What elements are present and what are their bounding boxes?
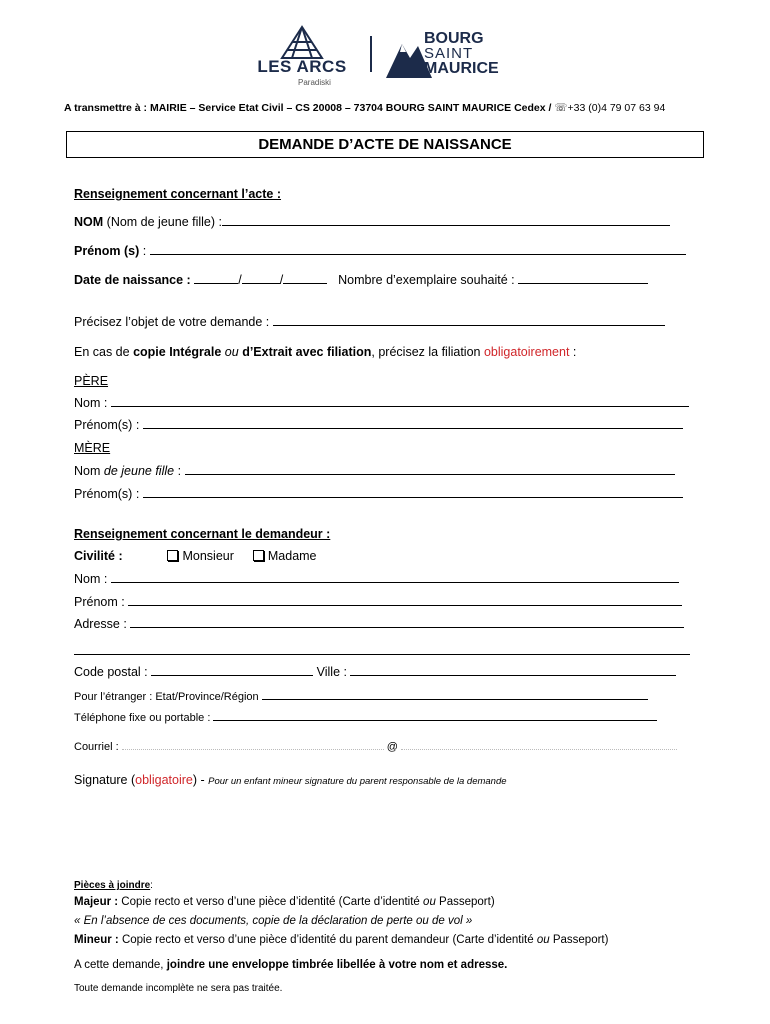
incomplete-note: Toute demande incomplète ne sera pas traitée. <box>74 983 283 994</box>
signature-note: Pour un enfant mineur signature du parent responsable de la demande <box>208 776 507 787</box>
dem-adresse-row <box>74 617 684 631</box>
pere-prenom-row <box>74 418 683 432</box>
address-line <box>64 102 665 114</box>
signature-row <box>74 773 507 787</box>
courriel-domain-field[interactable] <box>401 748 677 750</box>
absence-note: « En l’absence de ces documents, copie de la déclaration de perte ou de vol » <box>74 915 473 927</box>
telephone-label: Téléphone fixe ou portable : <box>74 712 211 724</box>
pere-prenom-label: Prénom(s) : <box>74 418 140 432</box>
cp-ville-row <box>74 665 676 679</box>
pere-nom-row <box>74 396 689 410</box>
les-arcs-name: LES ARCS <box>257 57 347 76</box>
filiation-extrait: d’Extrait avec filiation <box>242 345 372 359</box>
mineur-text-a: Copie recto et verso d’une pièce d’identité du parent demandeur (Carte d’identité <box>121 934 534 946</box>
pere-nom-field[interactable] <box>111 405 689 407</box>
checkbox-monsieur[interactable] <box>167 549 233 563</box>
courriel-user-field[interactable] <box>122 748 384 750</box>
pieces-heading-colon: : <box>150 880 153 891</box>
filiation-copie: copie Intégrale <box>133 345 222 359</box>
nom-row <box>74 215 670 229</box>
signature-oblig: obligatoire <box>135 773 193 787</box>
dem-adresse-field-2[interactable] <box>74 654 690 655</box>
dem-prenom-label: Prénom : <box>74 595 125 609</box>
date-day-field[interactable] <box>194 282 238 284</box>
mere-prenom-field[interactable] <box>143 496 683 498</box>
majeur-row <box>74 896 495 908</box>
filiation-oblig: obligatoirement <box>483 345 570 359</box>
date-sep-1: / <box>238 273 242 287</box>
civilite-row <box>74 549 317 563</box>
ville-field[interactable] <box>350 674 676 676</box>
signature-label: Signature ( <box>74 773 136 787</box>
courriel-label: Courriel : <box>74 741 119 753</box>
mere-heading: MÈRE <box>74 441 111 455</box>
mere-nom-label-a: Nom <box>74 464 101 478</box>
page-title: DEMANDE D’ACTE DE NAISSANCE <box>258 136 512 153</box>
nombre-field[interactable] <box>518 282 648 284</box>
etranger-label: Pour l’étranger : Etat/Province/Région <box>74 691 259 703</box>
nom-label-rest: (Nom de jeune fille) : <box>106 215 222 229</box>
objet-label: Précisez l’objet de votre demande : <box>74 315 270 329</box>
mineur-ou: ou <box>536 934 550 946</box>
checkbox-icon <box>167 550 178 561</box>
pere-nom-label: Nom : <box>74 396 108 410</box>
logo-divider <box>370 36 372 72</box>
bsm-line2: SAINT <box>424 45 474 62</box>
mere-nom-label-c: : <box>177 464 182 478</box>
mere-nom-row <box>74 464 675 478</box>
mere-nom-label-b: de jeune fille <box>103 464 175 478</box>
phone-number: +33 (0)4 79 07 63 94 <box>567 102 666 114</box>
etranger-field[interactable] <box>262 698 648 700</box>
mineur-text-b: Passeport) <box>552 934 609 946</box>
enveloppe-b: joindre une enveloppe timbrée libellée à votre nom et adresse. <box>166 959 508 971</box>
dem-prenom-row <box>74 595 682 609</box>
majeur-text-b: Passeport) <box>439 896 495 908</box>
objet-row <box>74 315 665 329</box>
address-text: A transmettre à : MAIRIE – Service Etat Civil – CS 20008 – 73704 BOURG SAINT MAURICE Cedex / <box>64 102 552 114</box>
filiation-ou: ou <box>224 345 239 359</box>
title-box <box>66 131 704 158</box>
civilite-label: Civilité : <box>74 549 123 563</box>
nom-field[interactable] <box>222 224 670 226</box>
prenom-field[interactable] <box>150 253 686 255</box>
section-acte-heading: Renseignement concernant l’acte : <box>74 187 282 201</box>
mere-prenom-label: Prénom(s) : <box>74 487 140 501</box>
phone-icon: ☏ <box>554 102 568 114</box>
section-demandeur-heading: Renseignement concernant le demandeur : <box>74 527 331 541</box>
date-sep-2: / <box>279 273 284 287</box>
checkbox-icon <box>253 550 264 561</box>
dem-adresse-label: Adresse : <box>74 617 127 631</box>
nom-label-bold: NOM <box>74 215 104 229</box>
dem-adresse-field[interactable] <box>130 626 684 628</box>
telephone-field[interactable] <box>213 719 657 721</box>
dem-nom-field[interactable] <box>111 581 679 583</box>
date-year-field[interactable] <box>283 282 327 284</box>
mineur-label: Mineur : <box>74 934 119 946</box>
les-arcs-sub: Paradiski <box>298 78 331 87</box>
code-postal-label: Code postal : <box>74 665 148 679</box>
nombre-label: Nombre d’exemplaire souhaité : <box>338 273 515 287</box>
prenom-label: Prénom (s) <box>74 244 140 258</box>
filiation-prefix: En cas de <box>74 345 130 359</box>
enveloppe-row <box>74 959 507 971</box>
enveloppe-a: A cette demande, <box>74 959 164 971</box>
courriel-at: @ <box>386 741 398 753</box>
bsm-line3: MAURICE <box>424 60 499 77</box>
signature-area[interactable] <box>74 795 690 875</box>
date-row <box>74 273 648 287</box>
prenom-colon: : <box>142 244 147 258</box>
dem-nom-row <box>74 572 679 586</box>
ville-label: Ville : <box>316 665 347 679</box>
mineur-row <box>74 934 608 946</box>
filiation-row <box>74 345 576 359</box>
telephone-row <box>74 712 657 724</box>
majeur-ou: ou <box>423 896 436 908</box>
pere-heading: PÈRE <box>74 374 109 388</box>
prenom-row <box>74 244 686 258</box>
pieces-heading: Pièces à joindre <box>74 880 151 891</box>
option-madame-label: Madame <box>267 549 317 563</box>
objet-field[interactable] <box>273 324 665 326</box>
signature-close: ) - <box>192 773 205 787</box>
mere-nom-field[interactable] <box>185 473 675 475</box>
les-arcs-logo <box>246 24 358 92</box>
majeur-label: Majeur : <box>74 896 119 908</box>
checkbox-madame[interactable] <box>253 549 317 563</box>
majeur-text-a: Copie recto et verso d’une pièce d’identité (Carte d’identité <box>121 896 420 908</box>
etranger-row <box>74 691 648 703</box>
filiation-end: : <box>572 345 577 359</box>
pere-prenom-field[interactable] <box>143 427 683 429</box>
date-month-field[interactable] <box>242 282 280 284</box>
dem-nom-label: Nom : <box>74 572 108 586</box>
bourg-saint-maurice-logo <box>384 32 514 82</box>
filiation-mid: , précisez la filiation <box>371 345 481 359</box>
date-label: Date de naissance : <box>74 273 191 287</box>
bsm-line1: BOURG <box>424 30 484 47</box>
mere-prenom-row <box>74 487 683 501</box>
pieces-heading-row <box>74 880 153 891</box>
dem-prenom-field[interactable] <box>128 604 682 606</box>
courriel-row <box>74 741 677 753</box>
code-postal-field[interactable] <box>151 674 313 676</box>
option-monsieur-label: Monsieur <box>182 549 234 563</box>
